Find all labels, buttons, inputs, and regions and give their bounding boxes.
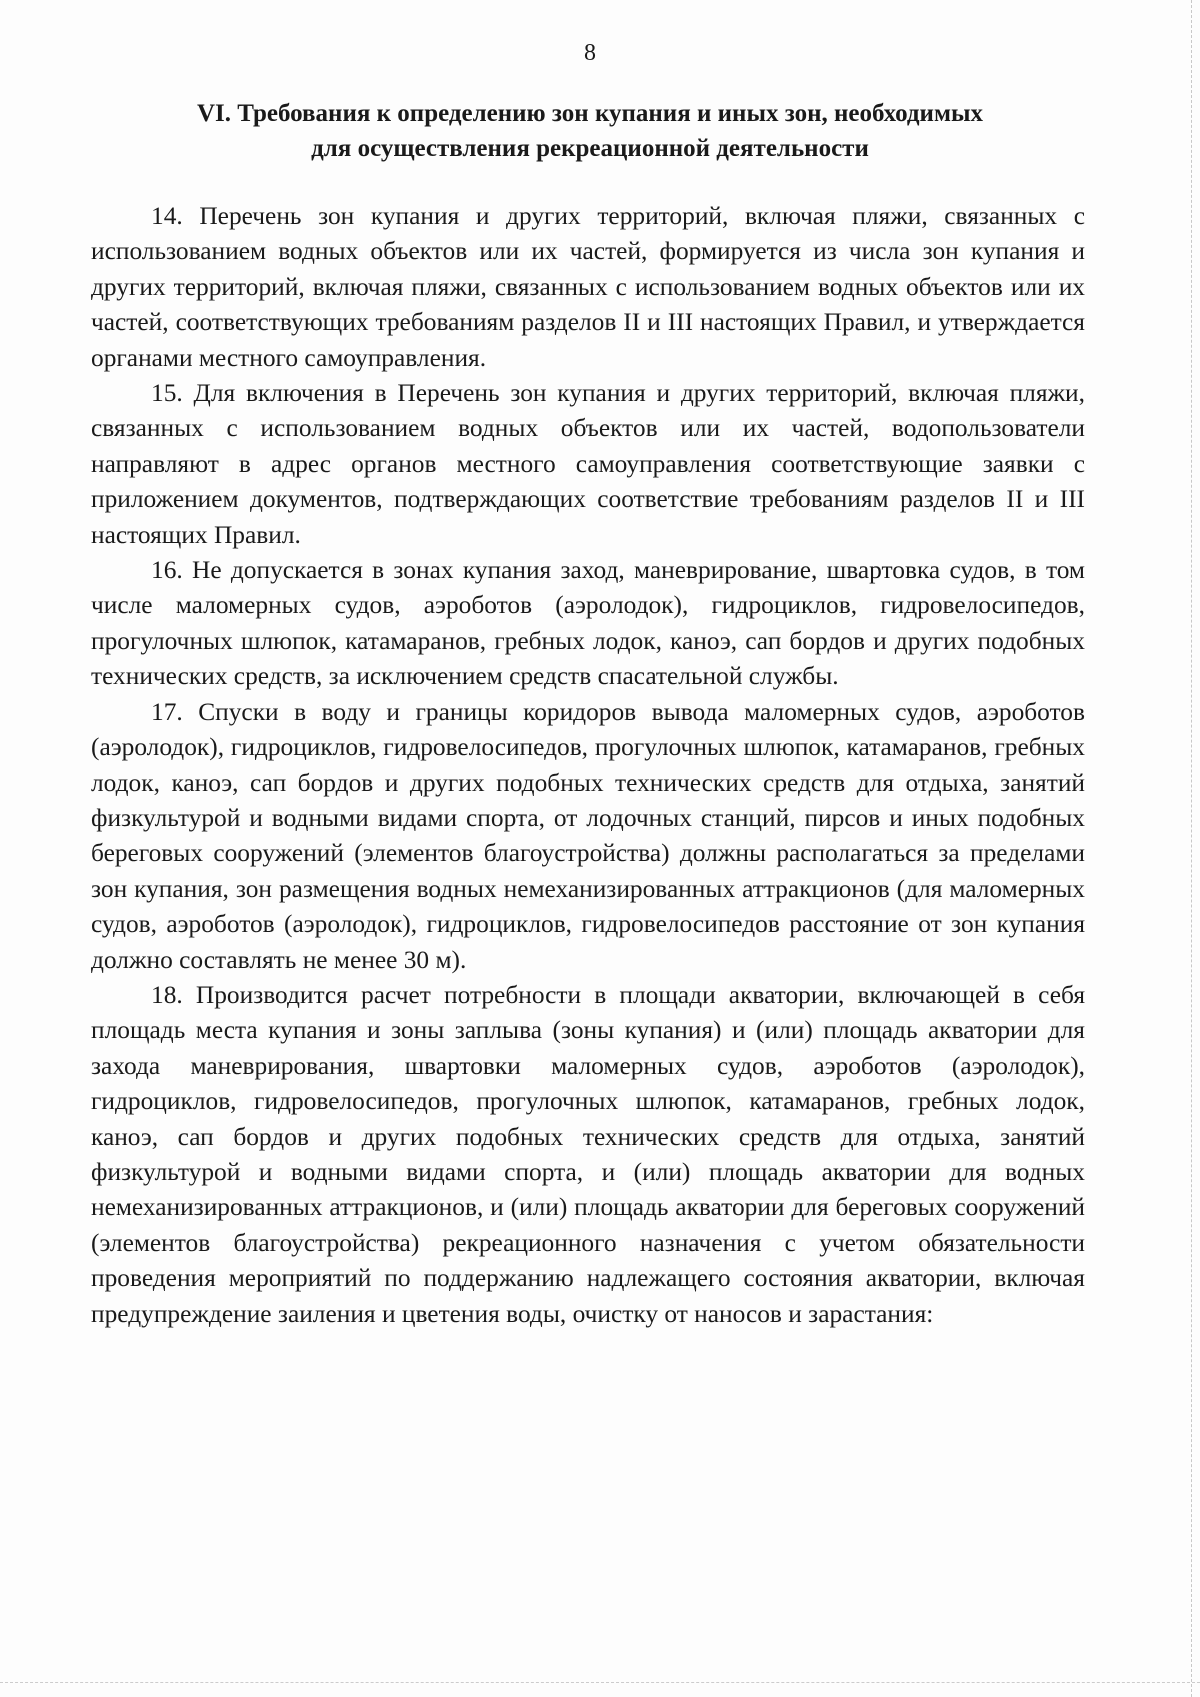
scan-edge-bottom xyxy=(0,1682,1200,1683)
scan-edge-right xyxy=(1191,0,1192,1697)
paragraph-17: 17. Спуски в воду и границы коридоров вывода маломерных судов, аэроботов (аэролодок), гидроциклов, гидровелосипедов, прогулочных шлюпок, катамаранов, гребных лодок, каноэ, сап бордов и других подобных технических средств для отдыха, занятий физкультурой и водными видами спорта, от лодочных станций, пирсов и иных подобных береговых сооружений (элементов благоустройства) должны располагаться за пределами зон купания, зон размещения водных немеханизированных аттракционов (для маломерных судов, аэроботов (аэролодок), гидроциклов, гидровелосипедов расстояние от зон купания должно составлять не менее 30 м). xyxy=(91,697,1085,974)
section-heading xyxy=(60,96,1120,166)
paragraph-16: 16. Не допускается в зонах купания заход, маневрирование, швартовка судов, в том числе маломерных судов, аэроботов (аэролодок), гидроциклов, гидровелосипедов, прогулочных шлюпок, катамаранов, гребных лодок, каноэ, сап бордов и других подобных технических средств, за исключением средств спасательной службы. xyxy=(91,556,1085,691)
paragraph-15: 15. Для включения в Перечень зон купания и других территорий, включая пляжи, связанных с использованием водных объектов или их частей, водопользователи направляют в адрес органов местного самоуправления соответствующие заявки с приложением документов, подтверждающих соответствие требованиям разделов II и III настоящих Правил. xyxy=(91,379,1085,549)
paragraph-18: 18. Производится расчет потребности в площади акватории, включающей в себя площадь места купания и зоны заплыва (зоны купания) и (или) площадь акватории для захода маневрирования, швартовки маломерных судов, аэроботов (аэролодок), гидроциклов, гидровелосипедов, прогулочных шлюпок, катамаранов, гребных лодок, каноэ, сап бордов и других подобных технических средств для отдыха, занятий физкультурой и водными видами спорта, и (или) площадь акватории для водных немеханизированных аттракционов, и (или) площадь акватории для береговых сооружений (элементов благоустройства) рекреационного назначения с учетом обязательности проведения мероприятий по поддержанию надлежащего состояния акватории, включая предупреждение заиления и цветения воды, очистку от наносов и зарастания: xyxy=(91,980,1085,1328)
paragraph-14: 14. Перечень зон купания и других территорий, включая пляжи, связанных с использованием водных объектов или их частей, формируется из числа зон купания и других территорий, включая пляжи, связанных с использованием водных объектов или их частей, соответствующих требованиям разделов II и III настоящих Правил, и утверждается органами местного самоуправления. xyxy=(91,202,1085,372)
section-heading-line-2: для осуществления рекреационной деятельности xyxy=(311,135,869,162)
page-number: 8 xyxy=(584,40,596,66)
document-body xyxy=(91,199,1085,1332)
section-heading-line-1: VI. Требования к определению зон купания и иных зон, необходимых xyxy=(197,100,983,127)
